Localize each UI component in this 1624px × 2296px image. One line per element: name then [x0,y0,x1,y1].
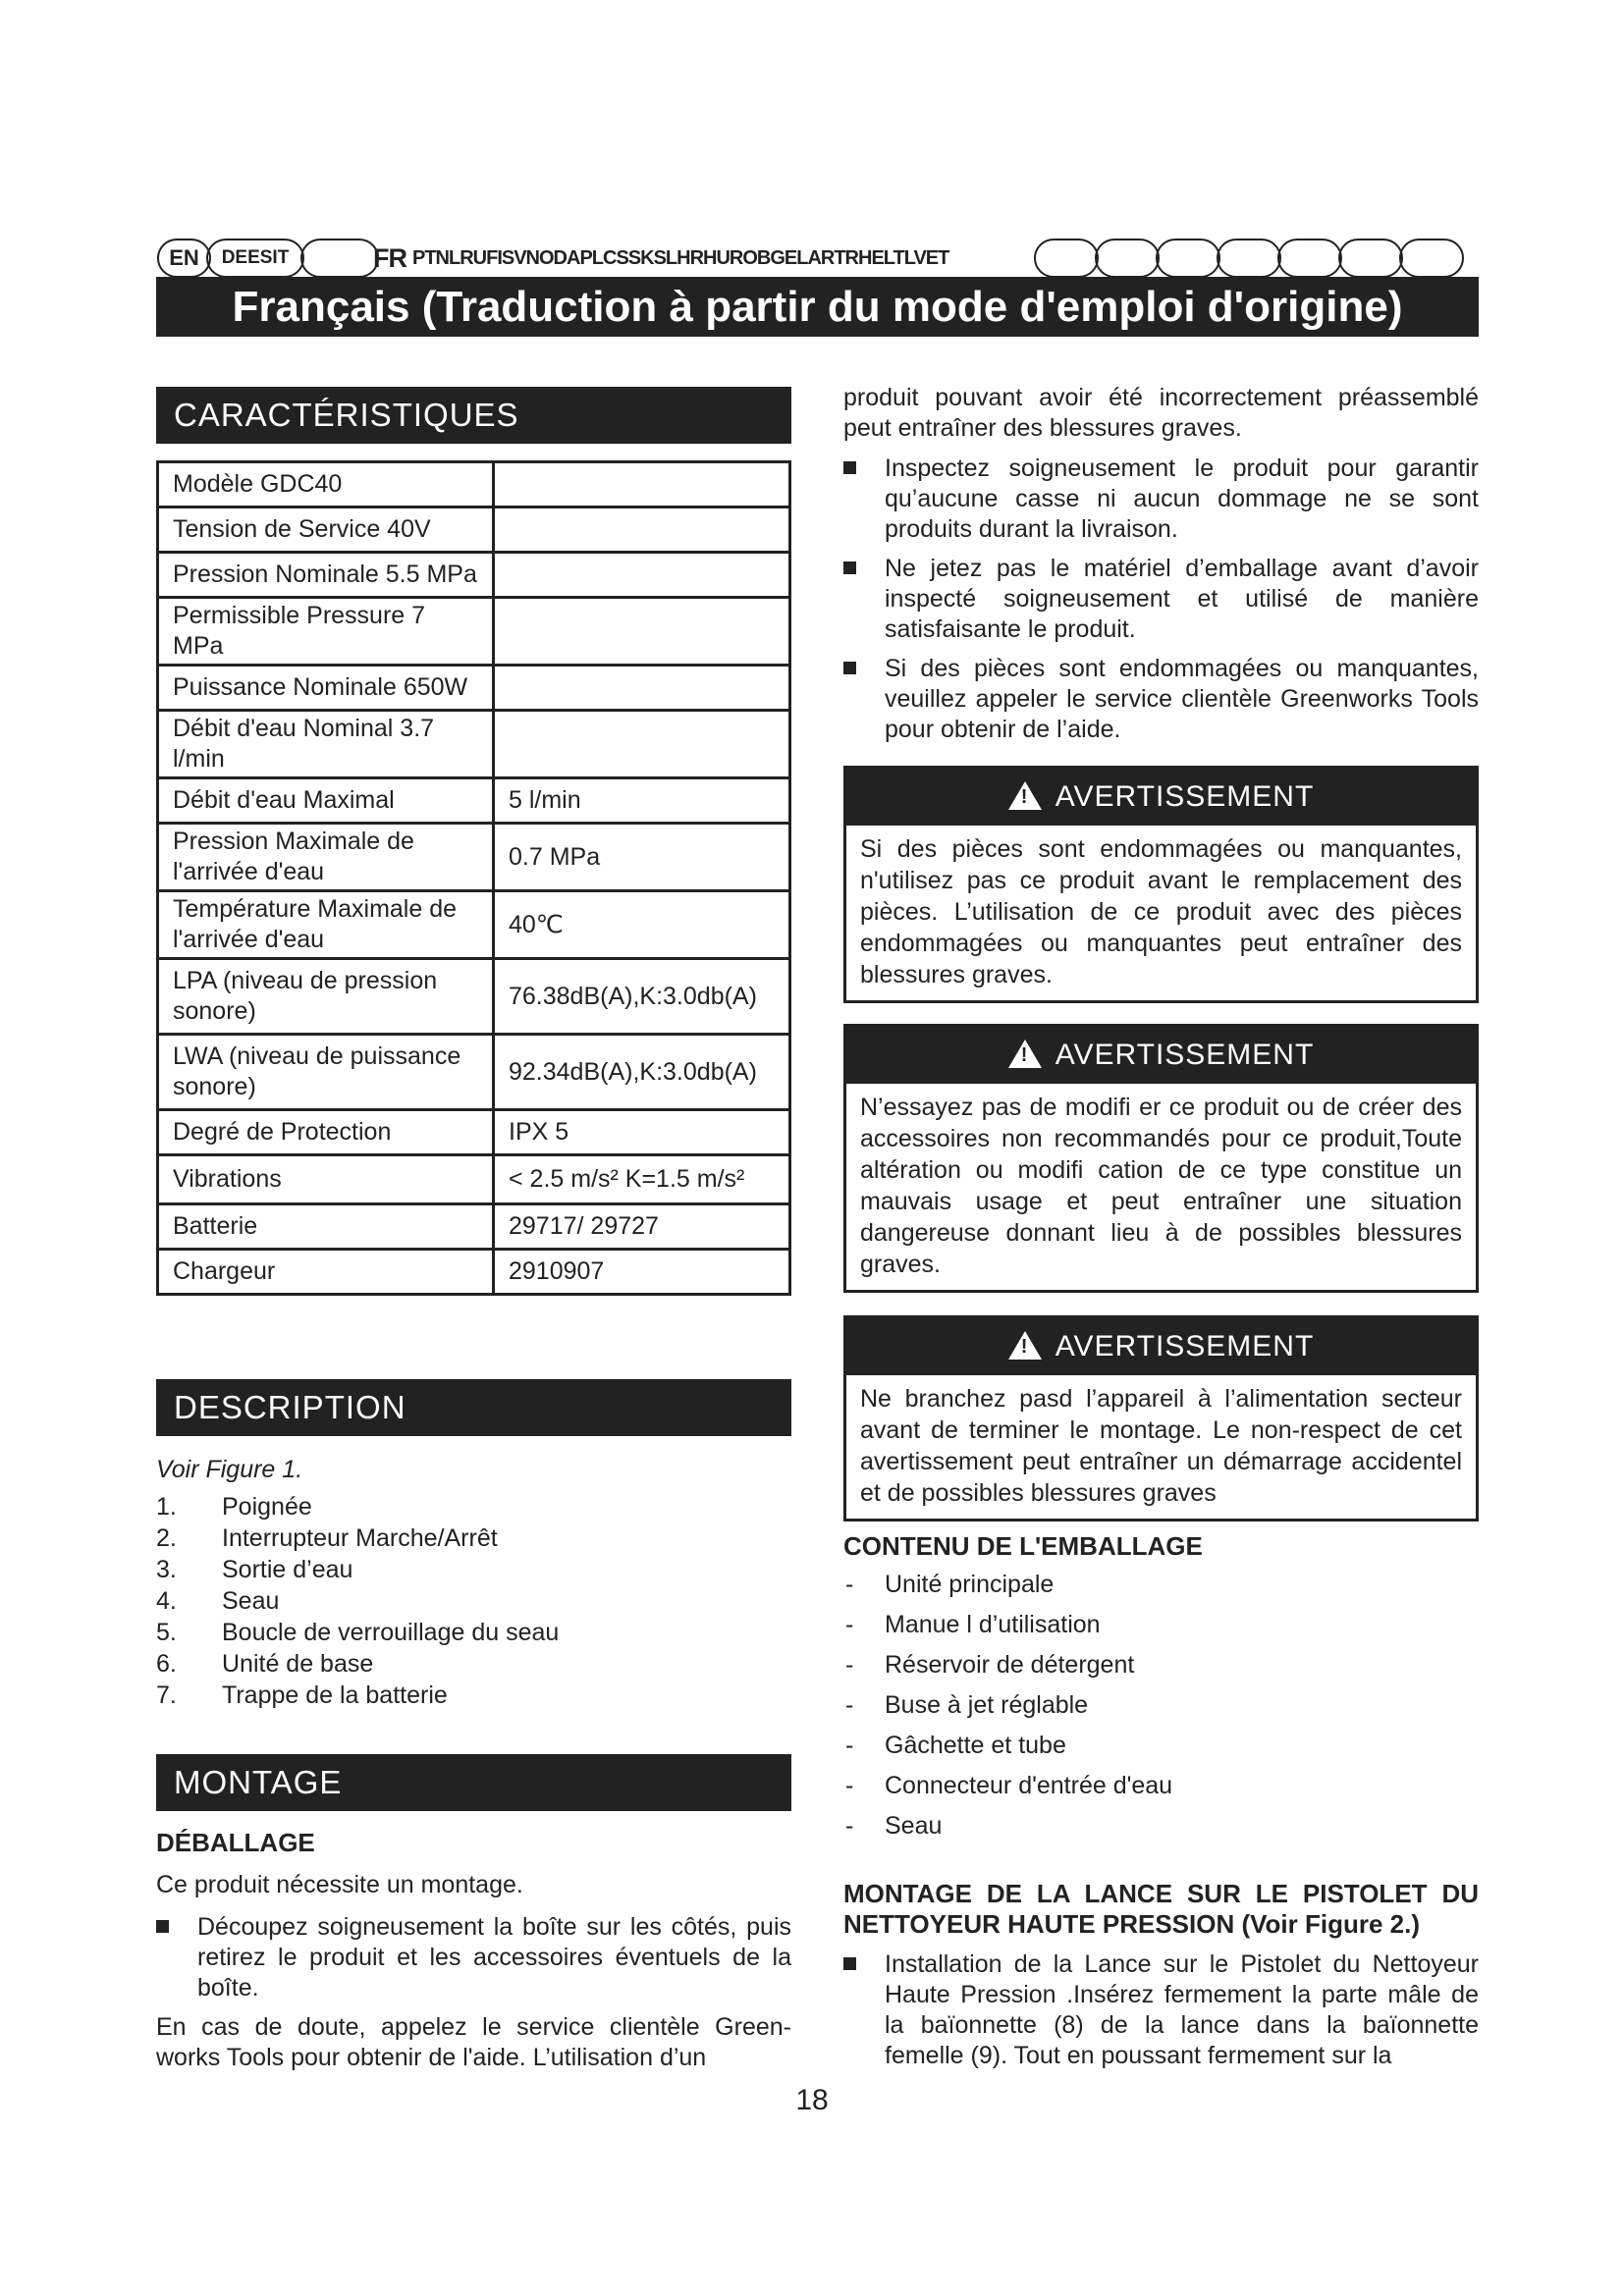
montage-intro: Ce produit nécessite un montage. [156,1871,523,1898]
description-list [156,1491,559,1711]
spec-value [494,598,790,666]
lance-heading: MONTAGE DE LA LANCE SUR LE PISTOLET DU NETTOYEUR HAUTE PRESSION (Voir Figure 2.) [843,1879,1479,1939]
warning-text: N’essayez pas de modifi er ce produit ou de créer des accessoires non recommandés pour ce produit,Toute altération ou modifi cation de ce type constitue un mauvais usage et peut entraîner une situation dangereuse donnant lieu à de possibles blessures graves. [860,1094,1462,1278]
spec-row [158,462,790,507]
bullet-text: Découpez soigneusement la boîte sur les côtés, puis retirez le produit et les accessoires éventuels de la boîte. [197,1913,791,2002]
spec-row [158,778,790,824]
list-item: - Réservoir de détergent [843,1645,1172,1685]
list-item-text: Trappe de la batterie [222,1682,448,1709]
spec-row [158,1035,790,1110]
list-item-number: 7. [156,1682,177,1709]
spec-value: IPX 5 [494,1110,790,1155]
spec-row [158,711,790,778]
page-number: 18 [795,2084,829,2116]
spec-label: Puissance Nominale 650W [158,666,494,711]
warning-box-3 [843,1315,1479,1522]
warning-triangle-icon: ! [1008,1331,1042,1360]
lang-pill-en: EN [157,239,211,278]
list-item [156,1648,559,1680]
list-item-number: 1. [156,1493,177,1521]
list-item-text: Boucle de verrouillage du seau [222,1619,560,1646]
unpacking-bullet-4 [885,654,1479,745]
spec-value: 29717/ 29727 [494,1204,790,1250]
lang-pill-empty [300,239,379,278]
list-item [156,1617,559,1648]
spec-row [158,891,790,959]
spec-label: Pression Nominale 5.5 MPa [158,553,494,598]
language-bar [157,239,1483,280]
warning-header [846,1027,1476,1084]
warning-box-1 [843,766,1479,1003]
unpacking-bullet-2 [885,454,1479,545]
spec-label: Batterie [158,1204,494,1250]
lang-fr: FR [373,242,406,273]
lang-pill-empty [1338,239,1403,278]
spec-value: 5 l/min [494,778,790,824]
spec-value [494,666,790,711]
list-item: - Buse à jet réglable [843,1685,1172,1726]
list-item [156,1522,559,1554]
montage-continued-text: produit pouvant avoir été incorrectement préassemblé peut entraîner des blessures graves. [843,384,1479,442]
spec-label: Pression Maximale de l'arrivée d'eau [158,824,494,891]
lang-pill-empty [1156,239,1220,278]
warning-title: AVERTISSEMENT [1055,1039,1315,1071]
bullet-square [843,461,856,474]
montage-doubt-text: En cas de doute, appelez le service clientèle Green- works Tools pour obtenir de l'aide. L’utilisation d’un [156,2013,791,2071]
spec-row [158,553,790,598]
spec-row [158,959,790,1035]
bullet-text: Installation de la Lance sur le Pistolet du Nettoyeur Haute Pression .Insérez fermement la parte mâle de la baïonnette (8) de la lance dans la baïonnette femelle (9). Tout en poussant fermement sur la [885,1950,1479,2069]
spec-value: < 2.5 m/s² K=1.5 m/s² [494,1155,790,1204]
list-item [156,1554,559,1585]
warning-box-2 [843,1024,1479,1293]
spec-row [158,598,790,666]
spec-row [158,666,790,711]
bullet-square [843,662,856,674]
unpacking-heading: DÉBALLAGE [156,1828,315,1857]
spec-label: Degré de Protection [158,1110,494,1155]
list-item: - Manue l d’utilisation [843,1605,1172,1645]
specs-table [156,460,791,1296]
spec-row [158,1250,790,1295]
lang-others: PTNLRUFISVNODAPLCSSKSLHRHUROBGELARTRHELTLVET [412,246,949,269]
spec-value: 0.7 MPa [494,824,790,891]
spec-value: 2910907 [494,1250,790,1295]
spec-label: LPA (niveau de pression sonore) [158,959,494,1035]
unpacking-bullet-1 [197,1912,791,2003]
warning-triangle-icon: ! [1008,781,1042,810]
list-item [156,1680,559,1711]
spec-label: Chargeur [158,1250,494,1295]
lang-pill-empty [1217,239,1281,278]
bullet-text: Ne jetez pas le matériel d’emballage avant d’avoir inspecté soigneusement et utilisé de manière satisfaisante le produit. [885,555,1479,643]
unpacking-bullet-3 [885,554,1479,645]
spec-label: Débit d'eau Nominal 3.7 l/min [158,711,494,778]
spec-label: Modèle GDC40 [158,462,494,507]
lang-list [373,239,948,278]
spec-label: Débit d'eau Maximal [158,778,494,824]
spec-value [494,462,790,507]
spec-value [494,711,790,778]
spec-value: 40℃ [494,891,790,959]
see-figure-1: Voir Figure 1. [156,1456,303,1483]
list-item [156,1585,559,1617]
warning-text: Si des pièces sont endommagées ou manquantes, n'utilisez pas ce produit avant le remplacement des pièces. L’utilisation de ce produit avec des pièces endommagées ou manquantes peut entraîner des blessures graves. [860,835,1462,988]
list-item-number: 4. [156,1587,177,1615]
contents-heading: CONTENU DE L'EMBALLAGE [843,1531,1203,1561]
spec-row [158,1110,790,1155]
spec-value [494,507,790,553]
list-item: - Connecteur d'entrée d'eau [843,1766,1172,1806]
spec-label: LWA (niveau de puissance sonore) [158,1035,494,1110]
list-item-text: Poignée [222,1493,312,1521]
spec-row [158,1204,790,1250]
bullet-square [843,561,856,574]
bullet-square [156,1920,169,1933]
warning-text: Ne branchez pasd l’appareil à l’alimentation secteur avant de terminer le montage. Le non-respect de cet avertissement peut entraîner un démarrage accidentel et de possibles blessures graves [860,1385,1462,1507]
list-item-text: Interrupteur Marche/Arrêt [222,1524,498,1552]
list-item-text: Unité de base [222,1650,374,1678]
list-item-text: Seau [222,1587,280,1615]
spec-value: 92.34dB(A),K:3.0db(A) [494,1035,790,1110]
lance-bullet [885,1949,1479,2071]
bullet-text: Si des pièces sont endommagées ou manquantes, veuillez appeler le service clientèle Greenworks Tools pour obtenir de l’aide. [885,655,1479,743]
list-item-number: 3. [156,1556,177,1583]
warning-title: AVERTISSEMENT [1055,1330,1315,1362]
spec-label: Permissible Pressure 7 MPa [158,598,494,666]
spec-row [158,1155,790,1204]
spec-row [158,507,790,553]
lang-pill-empty [1034,239,1099,278]
list-item-number: 2. [156,1524,177,1552]
lang-pill-empty [1399,239,1464,278]
list-item: - Seau [843,1806,1172,1846]
page-title: Français (Traduction à partir du mode d'emploi d'origine) [156,277,1479,337]
montage-heading: MONTAGE [156,1754,791,1811]
spec-value [494,553,790,598]
list-item-number: 5. [156,1619,177,1646]
warning-triangle-icon: ! [1008,1040,1042,1068]
bullet-text: Inspectez soigneusement le produit pour garantir qu’aucune casse ni aucun dommage ne se sont produits durant la livraison. [885,454,1479,543]
lang-pill-empty [1095,239,1160,278]
warning-header [846,769,1476,826]
list-item-number: 6. [156,1650,177,1678]
contents-list [843,1565,1172,1846]
list-item: - Gâchette et tube [843,1726,1172,1766]
description-heading: DESCRIPTION [156,1379,791,1436]
specs-heading: CARACTÉRISTIQUES [156,387,791,444]
spec-row [158,824,790,891]
list-item [156,1491,559,1522]
bullet-square [843,1957,856,1970]
warning-title: AVERTISSEMENT [1055,780,1315,813]
warning-header [846,1318,1476,1375]
lang-pill-de-es-it: DEESIT [206,239,304,278]
lang-pill-empty [1277,239,1342,278]
list-item: - Unité principale [843,1565,1172,1605]
spec-label: Vibrations [158,1155,494,1204]
spec-label: Tension de Service 40V [158,507,494,553]
list-item-text: Sortie d’eau [222,1556,353,1583]
spec-value: 76.38dB(A),K:3.0db(A) [494,959,790,1035]
spec-label: Température Maximale de l'arrivée d'eau [158,891,494,959]
